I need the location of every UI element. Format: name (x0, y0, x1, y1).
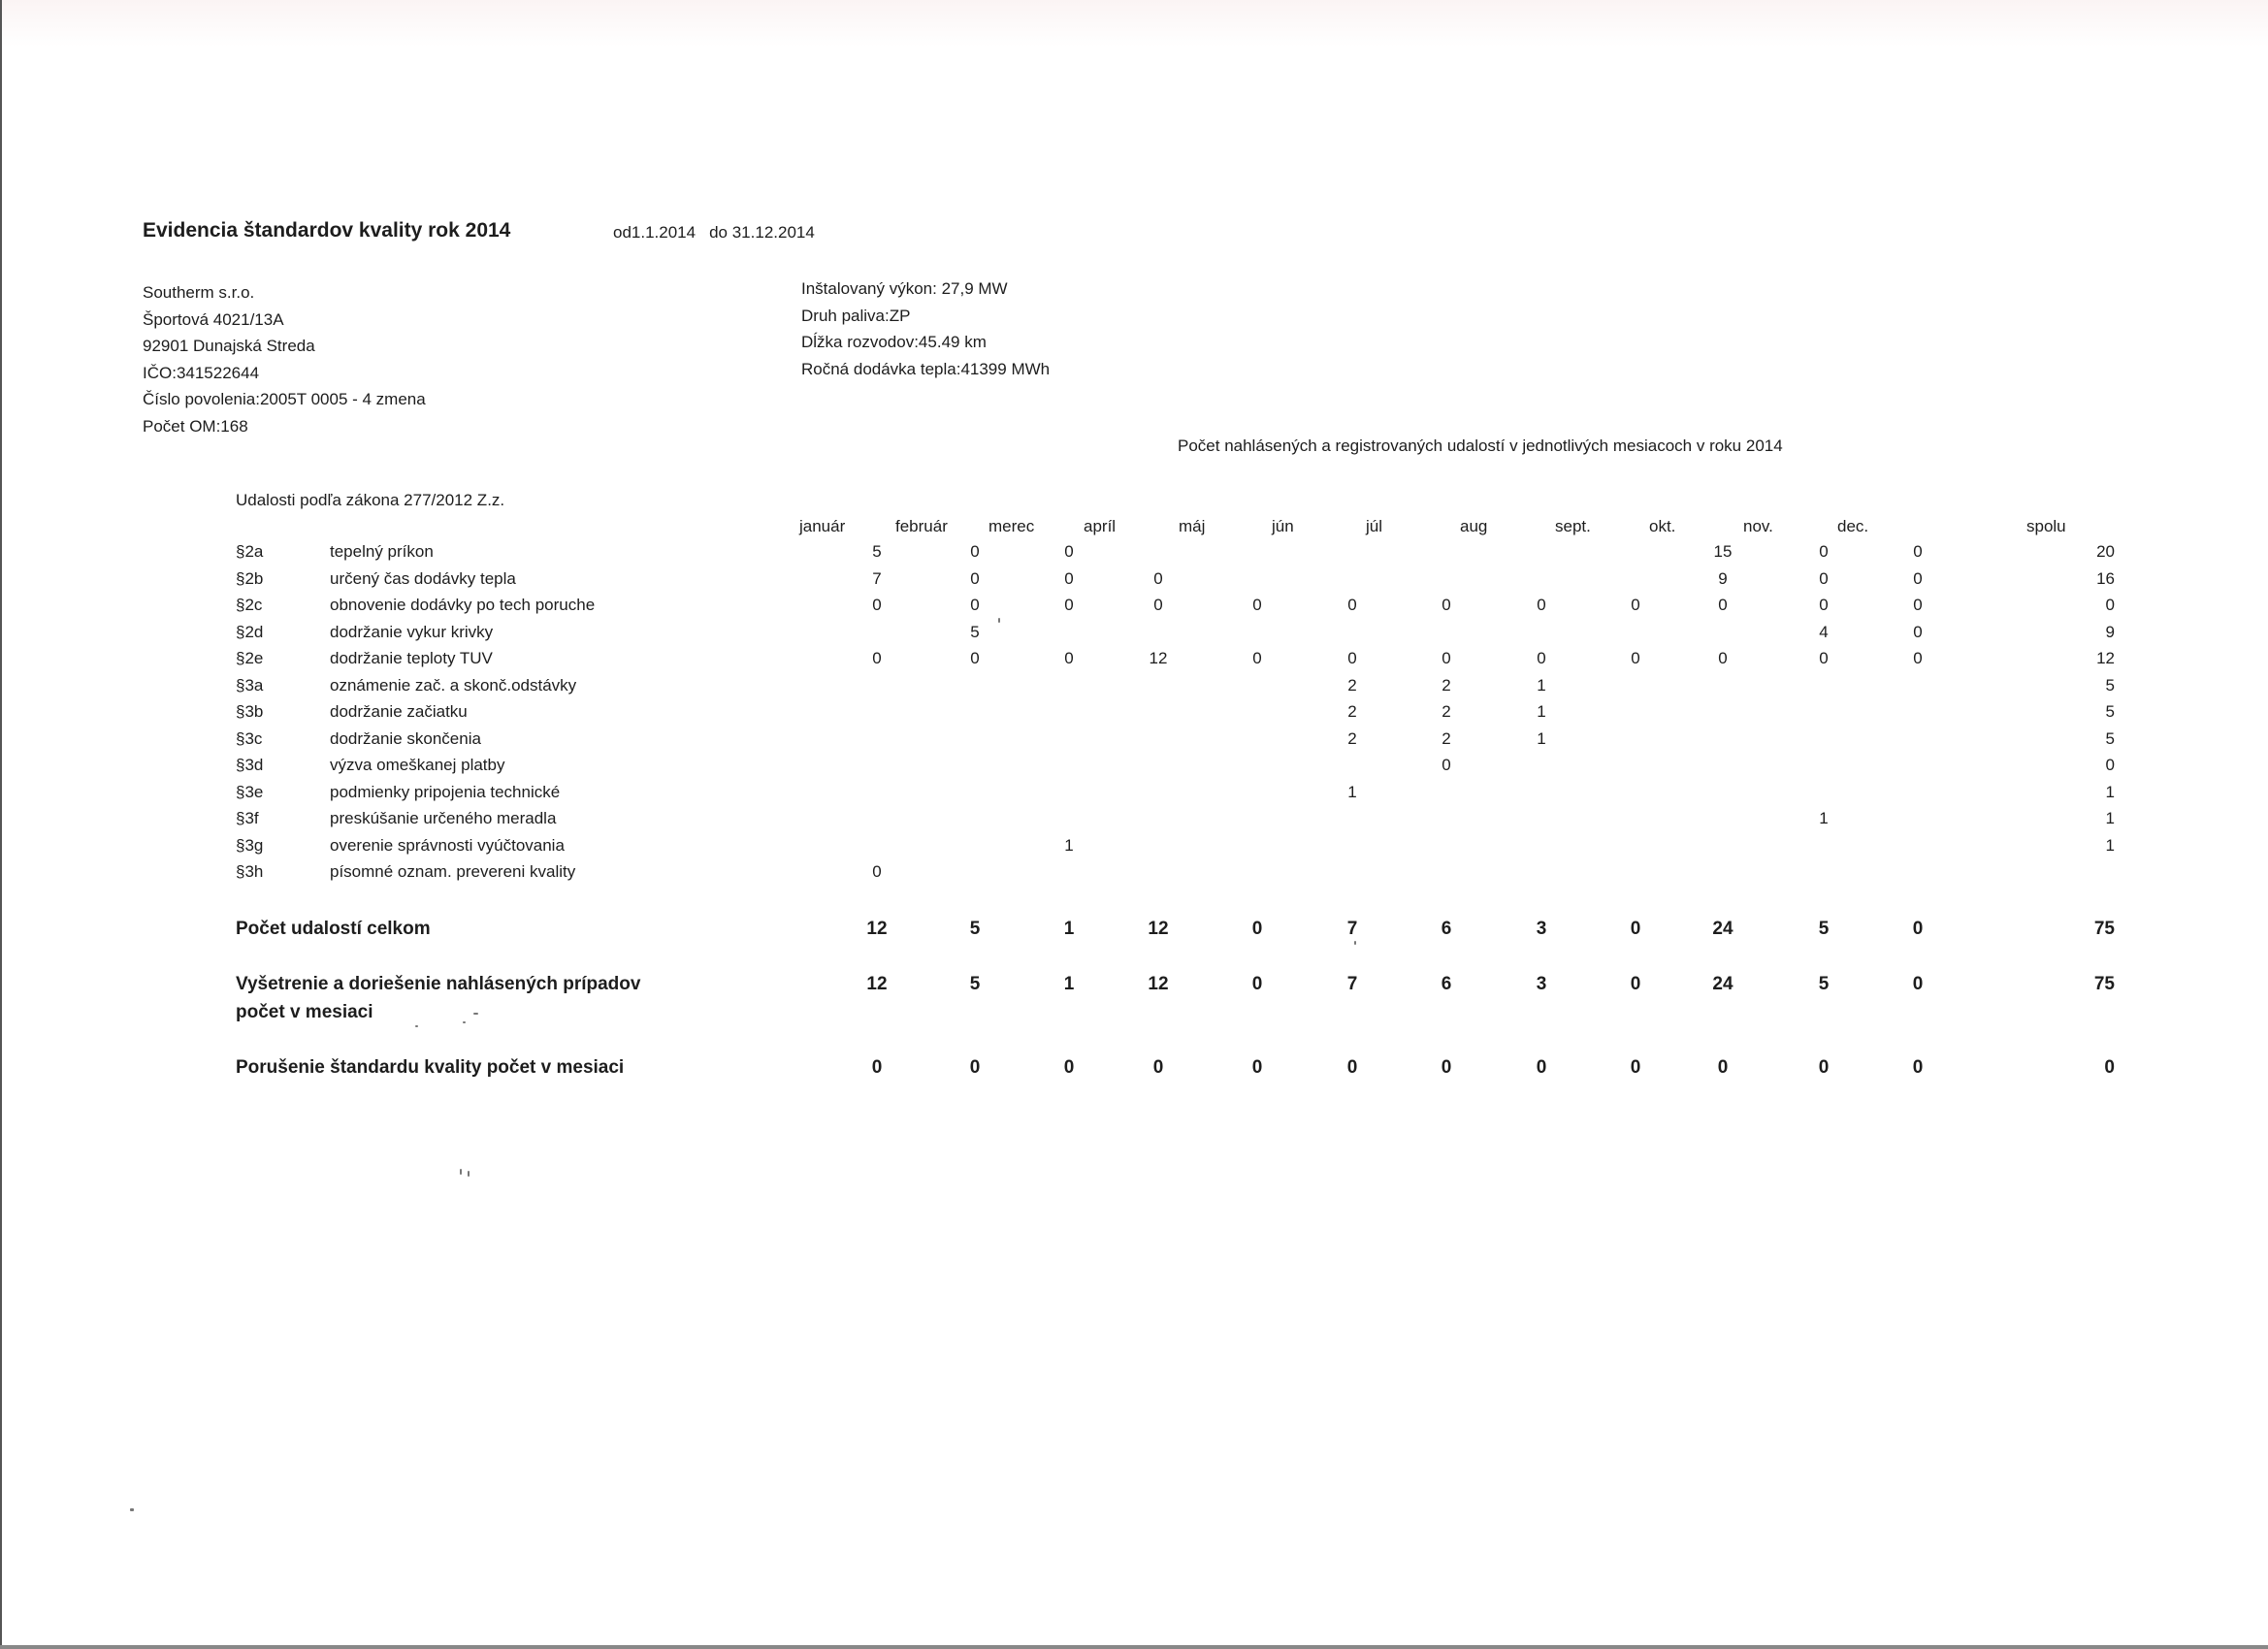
event-label: podmienky pripojenia technické (330, 782, 561, 801)
table-row (0, 702, 2268, 728)
month-value: 15 (1713, 542, 1733, 561)
table-row (0, 756, 2268, 782)
month-header: jún (1272, 517, 1294, 535)
table-row (0, 729, 2268, 756)
summary-total: 75 (2093, 974, 2115, 994)
summary-month-value: 12 (866, 974, 888, 994)
section-code: §3b (236, 702, 264, 721)
scan-speck (998, 618, 1000, 623)
month-header: okt. (1649, 517, 1676, 535)
month-header: júl (1366, 517, 1383, 535)
month-header: január (799, 517, 846, 535)
section-code: §2a (236, 542, 264, 561)
row-total: 5 (2105, 702, 2115, 721)
table-row (0, 783, 2268, 809)
summary-month-value: 0 (969, 1057, 981, 1078)
event-label: výzva omeškanej platby (330, 756, 505, 774)
technical-parameters (801, 275, 1050, 382)
summary-month-value: 0 (1536, 1057, 1547, 1078)
event-label: tepelný príkon (330, 542, 434, 561)
table-row (0, 569, 2268, 596)
month-value: 0 (970, 542, 980, 561)
section-code: §2c (236, 596, 263, 614)
month-value: 7 (872, 568, 882, 588)
month-value: 0 (1631, 596, 1640, 614)
month-value: 0 (872, 596, 882, 614)
month-value: 0 (1718, 649, 1728, 667)
total-header: spolu (2026, 517, 2066, 535)
summary-month-value: 3 (1536, 919, 1547, 939)
month-value: 0 (1819, 568, 1829, 588)
month-header: merec (988, 517, 1035, 535)
table-caption: Počet nahlásených a registrovaných udalostí v jednotlivých mesiacoch v roku 2014 (1178, 436, 1783, 455)
event-label: oznámenie zač. a skonč.odstávky (330, 675, 577, 695)
month-value: 0 (1913, 542, 1923, 561)
summary-month-value: 0 (1912, 1057, 1924, 1078)
row-total: 0 (2105, 756, 2115, 774)
summary-month-value: 12 (1148, 974, 1169, 994)
summary-month-value: 1 (1063, 919, 1075, 939)
month-value: 1 (1537, 702, 1546, 721)
month-value: 0 (1537, 596, 1546, 614)
table-row (0, 596, 2268, 622)
month-value: 4 (1819, 622, 1829, 641)
month-value: 0 (1718, 596, 1728, 614)
month-value: 0 (1064, 542, 1074, 561)
section-code: §3g (236, 835, 264, 855)
company-permit: Číslo povolenia:2005T 0005 - 4 zmena (143, 390, 426, 408)
month-value: 0 (1064, 596, 1074, 614)
row-total: 20 (2096, 542, 2115, 561)
installed-power: Inštalovaný výkon: 27,9 MW (801, 279, 1008, 298)
event-label: preskúšanie určeného meradla (330, 809, 557, 827)
month-value: 0 (1153, 596, 1163, 614)
month-value: 12 (1149, 649, 1168, 667)
month-value: 0 (1442, 649, 1451, 667)
scan-top-edge (0, 0, 2268, 47)
scan-speck (468, 1171, 470, 1177)
summary-label-line: Vyšetrenie a doriešenie nahlásených prípadov (236, 974, 641, 994)
summary-month-value: 0 (1630, 1057, 1641, 1078)
reporting-period (613, 223, 815, 242)
section-code: §3e (236, 782, 264, 801)
summary-month-value: 7 (1346, 974, 1358, 994)
summary-total: 75 (2093, 919, 2115, 939)
month-value: 0 (1442, 596, 1451, 614)
summary-month-value: 5 (1818, 919, 1830, 939)
fuel-type: Druh paliva:ZP (801, 306, 911, 325)
summary-month-value: 24 (1712, 974, 1733, 994)
month-value: 0 (970, 568, 980, 588)
month-value: 2 (1347, 675, 1357, 695)
summary-month-value: 12 (866, 919, 888, 939)
summary-month-value: 0 (1346, 1057, 1358, 1078)
month-value: 0 (1064, 649, 1074, 667)
section-code: §3f (236, 809, 259, 827)
row-total: 1 (2105, 835, 2115, 855)
table-row (0, 649, 2268, 675)
event-label: obnovenie dodávky po tech poruche (330, 596, 596, 614)
annual-heat-supply: Ročná dodávka tepla:41399 MWh (801, 359, 1051, 378)
company-om-count: Počet OM:168 (143, 416, 248, 436)
company-ico: IČO:341522644 (143, 363, 260, 382)
row-total: 9 (2105, 622, 2115, 641)
row-total: 1 (2105, 782, 2115, 801)
event-label: dodržanie skončenia (330, 728, 481, 748)
law-heading: Udalosti podľa zákona 277/2012 Z.z. (236, 491, 505, 509)
month-header: máj (1179, 517, 1206, 535)
row-total: 5 (2105, 675, 2115, 695)
summary-month-value: 24 (1712, 919, 1733, 939)
month-header: aug (1460, 517, 1488, 535)
month-value: 0 (1347, 649, 1357, 667)
section-code: §2e (236, 649, 264, 667)
summary-month-value: 1 (1063, 974, 1075, 994)
month-value: 0 (1153, 568, 1163, 588)
company-name: Southerm s.r.o. (143, 283, 255, 302)
summary-month-value: 5 (969, 974, 981, 994)
summary-month-value: 5 (1818, 974, 1830, 994)
summary-month-value: 0 (871, 1057, 883, 1078)
summary-month-value: 3 (1536, 974, 1547, 994)
summary-month-value: 0 (1717, 1057, 1729, 1078)
month-value: 2 (1347, 728, 1357, 748)
month-value: 5 (872, 542, 882, 561)
month-value: 2 (1442, 728, 1451, 748)
month-header: nov. (1743, 517, 1773, 535)
summary-label-line: Porušenie štandardu kvality počet v mesiaci (236, 1057, 625, 1078)
section-code: §3c (236, 728, 263, 748)
scan-speck (463, 1021, 466, 1023)
summary-total: 0 (2104, 1057, 2115, 1078)
period-from: od1.1.2014 (613, 223, 697, 242)
month-value: 1 (1064, 835, 1074, 855)
month-value: 0 (872, 649, 882, 667)
row-total: 1 (2105, 809, 2115, 827)
month-value: 0 (1819, 649, 1829, 667)
event-label: dodržanie vykur krivky (330, 622, 494, 641)
company-street: Športová 4021/13A (143, 309, 284, 329)
month-value: 0 (1347, 596, 1357, 614)
table-row (0, 836, 2268, 862)
period-to: do 31.12.2014 (709, 223, 815, 242)
summary-label (236, 1053, 624, 1082)
section-code: §2b (236, 568, 264, 588)
summary-label (236, 970, 640, 1026)
summary-month-value: 0 (1251, 919, 1263, 939)
month-value: 5 (970, 622, 980, 641)
month-value: 0 (1819, 596, 1829, 614)
row-total: 0 (2105, 596, 2115, 614)
row-total: 16 (2096, 568, 2115, 588)
summary-month-value: 0 (1441, 1057, 1452, 1078)
summary-month-value: 0 (1912, 974, 1924, 994)
month-value: 0 (1913, 649, 1923, 667)
month-value: 1 (1537, 675, 1546, 695)
summary-month-value: 0 (1063, 1057, 1075, 1078)
table-row (0, 676, 2268, 702)
table-row (0, 862, 2268, 889)
scan-speck (1354, 941, 1356, 945)
event-label: overenie správnosti vyúčtovania (330, 835, 565, 855)
event-label: určený čas dodávky tepla (330, 568, 516, 588)
month-value: 1 (1347, 782, 1357, 801)
month-value: 0 (970, 596, 980, 614)
event-label: dodržanie začiatku (330, 702, 468, 721)
month-value: 0 (1442, 756, 1451, 774)
scan-speck (130, 1508, 134, 1511)
summary-month-value: 0 (1912, 919, 1924, 939)
month-value: 2 (1442, 675, 1451, 695)
summary-month-value: 7 (1346, 919, 1358, 939)
scan-speck (460, 1169, 462, 1175)
month-value: 0 (1252, 596, 1262, 614)
month-header: dec. (1837, 517, 1869, 535)
event-label: písomné oznam. prevereni kvality (330, 862, 576, 881)
month-value: 2 (1347, 702, 1357, 721)
month-value: 0 (1819, 542, 1829, 561)
month-value: 0 (1252, 649, 1262, 667)
section-code: §3a (236, 675, 264, 695)
network-length: Dĺžka rozvodov:45.49 km (801, 333, 987, 351)
scan-bottom-edge (0, 1645, 2268, 1649)
summary-label-line: Počet udalostí celkom (236, 919, 431, 939)
summary-month-value: 0 (1630, 974, 1641, 994)
company-city: 92901 Dunajská Streda (143, 337, 315, 355)
table-row (0, 542, 2268, 568)
summary-month-value: 0 (1630, 919, 1641, 939)
summary-month-value: 6 (1441, 974, 1452, 994)
month-value: 9 (1718, 568, 1728, 588)
month-value: 1 (1819, 809, 1829, 827)
event-label: dodržanie teploty TUV (330, 649, 493, 667)
summary-month-value: 0 (1152, 1057, 1164, 1078)
summary-month-value: 5 (969, 919, 981, 939)
section-code: §3d (236, 756, 264, 774)
scan-speck (473, 1013, 478, 1015)
summary-month-value: 12 (1148, 919, 1169, 939)
month-value: 0 (872, 862, 882, 881)
month-value: 2 (1442, 702, 1451, 721)
summary-label (236, 915, 431, 943)
month-value: 0 (1631, 649, 1640, 667)
row-total: 12 (2096, 649, 2115, 667)
month-value: 0 (1913, 622, 1923, 641)
scan-speck (415, 1025, 418, 1027)
summary-label-line-2: počet v mesiaci (236, 1002, 373, 1022)
section-code: §3h (236, 862, 264, 881)
month-header: február (895, 517, 948, 535)
month-value: 0 (1064, 568, 1074, 588)
section-code: §2d (236, 622, 264, 641)
table-row (0, 809, 2268, 835)
summary-month-value: 0 (1818, 1057, 1830, 1078)
month-value: 0 (1537, 649, 1546, 667)
company-address-block (143, 279, 426, 439)
month-value: 0 (970, 649, 980, 667)
summary-month-value: 0 (1251, 1057, 1263, 1078)
month-value: 0 (1913, 568, 1923, 588)
month-header: sept. (1555, 517, 1591, 535)
month-value: 1 (1537, 728, 1546, 748)
row-total: 5 (2105, 728, 2115, 748)
month-header: apríl (1084, 517, 1117, 535)
month-value: 0 (1913, 596, 1923, 614)
summary-month-value: 6 (1441, 919, 1452, 939)
table-row (0, 623, 2268, 649)
document-title: Evidencia štandardov kvality rok 2014 (143, 219, 511, 242)
summary-month-value: 0 (1251, 974, 1263, 994)
